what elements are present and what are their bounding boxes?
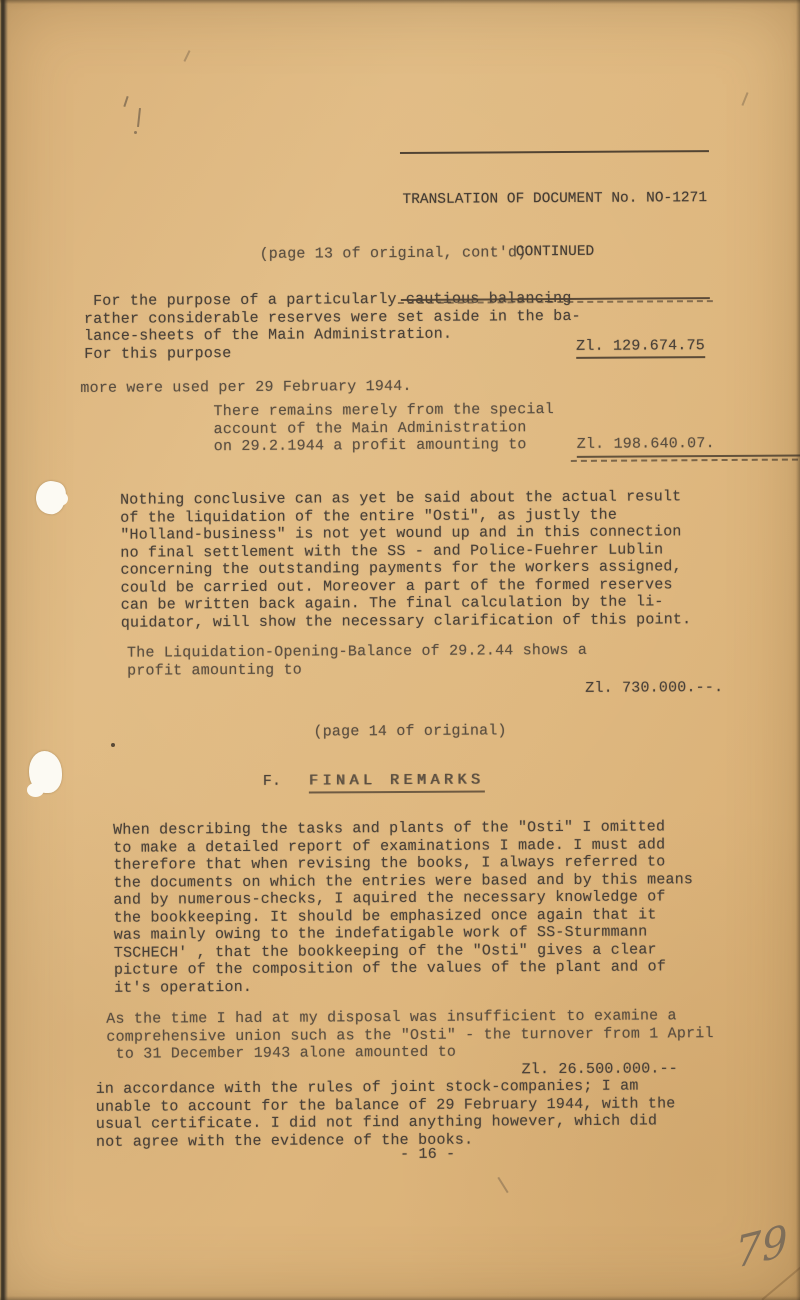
document-title-continued: CONTINUED [515,243,595,260]
paragraph-liquidation-balance: The Liquidation-Opening-Balance of 29.2.44 shows a profit amounting to [126,641,588,680]
amount-reserves: Zl. 129.674.75 [576,337,705,358]
page-number: - 16 - [400,1145,456,1164]
amount-turnover: Zl. 26.500.000.-- [521,1060,679,1079]
paragraph-remains: There remains merely from the special account of the Main Administration on 29.2.1944 a profit amounting to [213,401,555,456]
final-remarks-heading: FINAL REMARKS [309,771,485,793]
paragraph-time: As the time I had at my disposal was insufficient to examine a comprehensive union such as the "Osti" - the turnover from 1 April to 31 December 1943 alone amounted to [106,1007,714,1063]
paragraph-nothing-conclusive: Nothing conclusive can as yet be said about the actual result of the liquidation of the entire "Osti", as justly the "Holland-business" is not yet wound up and in this connection no final settlement with the SS - and Police-Fuehrer Lublin concerning the outstanding payments for the workers assigned, could be carried out. Moreover a part of the formed reserves can be written back again. The final calculation by the li- quidator, will show the necessary clarification of this point. [120,488,692,632]
page13-note: (page 13 of original, cont'd) [259,244,527,263]
handwritten-page-number: 79 [734,1215,789,1278]
paragraph-reserves: For the purpose of a particularly cautious balancing rather considerable reserves were set aside in the ba- lance-sheets of the Main Administration. For this purpose [83,289,581,363]
document-title: TRANSLATION OF DOCUMENT No. NO-1271 [402,190,708,208]
amount-liquidation: Zl. 730.000.--. [585,679,724,697]
document-header-stamp [400,150,710,301]
page14-note: (page 14 of original) [313,722,507,741]
final-remarks-label: F. [262,772,282,790]
paragraph-used: more were used per 29 February 1944. [80,377,412,397]
paragraph-accordance: in accordance with the rules of joint stock-companies; I am unable to account for the balance of 29 February 1944, with the usual certificate. I did not find anything however, which did not agree with the evidence of the books. [95,1077,676,1151]
amount-profit: Zl. 198.640.07. [577,431,800,457]
paragraph-describing: When describing the tasks and plants of the "Osti" I omitted to make a detailed report of examinations I made. I must add therefore that when revising the books, I always referred to the documents on which the entries were based and by this means and by numerous-checks, I aquired the necessary knowledge of the bookkeeping. It should be emphasized once again that it was mainly owing to the indefatigable work of SS-Sturmmann TSCHECH' , that the bookkeeping of the "Osti" gives a clear picture of the composition of the values of the plant and of it's operation. [113,818,694,997]
